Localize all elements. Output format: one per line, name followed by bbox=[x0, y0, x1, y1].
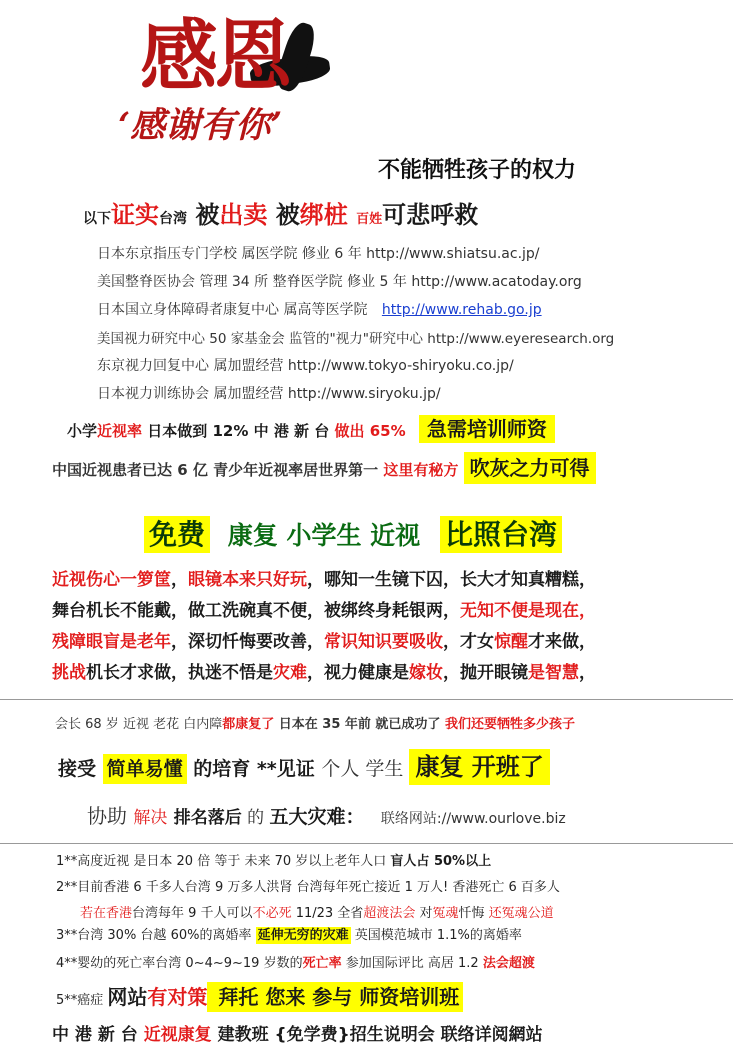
stat-line-1 bbox=[67, 413, 555, 447]
assist-line bbox=[87, 800, 566, 835]
page-title: 不能牺牲孩子的权力 bbox=[378, 158, 577, 183]
item-1 bbox=[56, 850, 491, 869]
stat-part: 做出 65% bbox=[329, 422, 406, 440]
item-2b-line bbox=[80, 902, 554, 921]
text-segment: 近视伤心一箩筐 bbox=[52, 570, 171, 590]
testimony-part: 我们还要牺牲多少孩子 bbox=[444, 717, 575, 732]
text-segment: 机长才求做，执迷不悟是 bbox=[86, 663, 273, 683]
rehab-link[interactable]: http://www.rehab.go.jp bbox=[381, 302, 542, 318]
stat-line-2 bbox=[52, 452, 596, 486]
reference-line: 美国视力研究中心 50 家基金会 监管的"视力"研究中心 http://www.eyeresearch.org bbox=[97, 331, 615, 347]
stat-highlight: 吹灰之力可得 bbox=[464, 452, 596, 484]
assist-part: 解决 bbox=[133, 808, 168, 828]
text-segment: 惊醒 bbox=[494, 632, 528, 652]
logo-main-text: 感恩 bbox=[140, 11, 289, 102]
text-segment: ，视力健康是 bbox=[307, 663, 409, 683]
item-highlight: 延伸无穷的灾难 bbox=[257, 928, 349, 943]
stat-part: 近视率 bbox=[97, 422, 143, 440]
reference-line: 日本东京指压专门学校 属医学院 修业 6 年 http://www.shiatsu.ac.jp/ bbox=[97, 246, 540, 262]
reference-line bbox=[97, 299, 542, 319]
stat-part: 中国近视患者已达 6 亿 青少年近视率居世界第一 bbox=[52, 461, 379, 479]
text-segment: 眼镜本来只好玩 bbox=[188, 570, 307, 590]
item-text: 3**台湾 30% 台越 60%的离婚率 bbox=[56, 928, 256, 943]
headline bbox=[83, 195, 478, 230]
text-segment: 舞台机长不能戴，做工洗碗真不便，被绑终身耗银两， bbox=[52, 601, 460, 621]
item-text: 英国模范城市 1.1%的离婚率 bbox=[350, 928, 522, 943]
text-segment: 是智慧 bbox=[528, 663, 579, 683]
free-banner bbox=[144, 512, 562, 559]
reference-text: 日本国立身体障碍者康复中心 属高等医学院 bbox=[97, 302, 368, 318]
testimony bbox=[55, 713, 575, 732]
item-text: 有对策 bbox=[147, 985, 208, 1009]
text-segment: ，抛开眼镜 bbox=[443, 663, 528, 683]
footer-part: 近视康复 bbox=[143, 1025, 212, 1045]
text-segment: 超渡法会 bbox=[363, 906, 416, 921]
item-text: 5**癌症 bbox=[56, 993, 108, 1008]
text-segment: 灾难 bbox=[273, 663, 307, 683]
text-segment: 才来做， bbox=[528, 632, 596, 652]
item-text: 4**婴幼的死亡率台湾 0~4~9~19 岁数的 bbox=[56, 956, 303, 971]
item-highlight: 拜托 您来 参与 师资培训班 bbox=[207, 982, 463, 1012]
headline-part: 证实 bbox=[111, 201, 159, 229]
item-text: 1**高度近视 是日本 20 倍 等于 未来 70 岁以上老年人口 bbox=[56, 854, 391, 869]
item-2b bbox=[80, 902, 554, 921]
logo-sub-text: ‘感谢有你’ bbox=[118, 105, 283, 146]
accept-line bbox=[58, 748, 550, 788]
stat-part: 日本做到 12% 中 港 新 台 bbox=[142, 422, 330, 440]
headline-part: 百姓 bbox=[356, 212, 383, 227]
item-text: 网站 bbox=[107, 985, 148, 1009]
text-segment: 常识知识要吸收 bbox=[324, 632, 443, 652]
headline-part: 台湾 bbox=[159, 211, 187, 227]
accept-part: 康复 开班了 bbox=[409, 749, 549, 785]
banner-part: 比照台湾 bbox=[440, 516, 562, 553]
text-segment: 对 bbox=[415, 906, 433, 921]
banner-part: 免费 bbox=[144, 516, 210, 553]
reference-line: 东京视力回复中心 属加盟经营 http://www.tokyo-shiryoku.co.jp/ bbox=[97, 358, 514, 374]
text-segment: ，哪知一生镜下囚，长大才知真糟糕， bbox=[307, 570, 596, 590]
testimony-part: 会长 68 岁 近视 老花 白内障 bbox=[55, 717, 223, 732]
text-segment: 不必死 bbox=[252, 906, 292, 921]
item-4 bbox=[56, 952, 535, 971]
text-segment: ，才女 bbox=[443, 632, 494, 652]
item-3 bbox=[56, 926, 522, 946]
assist-part: 五大灾难： bbox=[269, 806, 365, 828]
accept-part: 简单易懂 bbox=[103, 754, 187, 784]
poem-line bbox=[52, 627, 596, 658]
item-text: 盲人占 50%以上 bbox=[390, 854, 492, 869]
testimony-part: 日本在 35 年前 就已成功了 bbox=[274, 717, 445, 732]
poem-line bbox=[52, 596, 596, 627]
stat-highlight: 急需培训师资 bbox=[419, 415, 555, 443]
footer bbox=[52, 1020, 543, 1045]
item-5 bbox=[56, 980, 463, 1018]
headline-part: 以下 bbox=[83, 211, 111, 227]
footer-part: 中 港 新 台 bbox=[52, 1025, 144, 1045]
poem-line bbox=[52, 565, 596, 596]
text-segment: ， bbox=[579, 663, 596, 683]
stat-part: 这里有秘方 bbox=[378, 461, 464, 479]
assist-part: 的 bbox=[241, 808, 270, 828]
poem bbox=[52, 565, 596, 689]
item-text: 参加国际评比 高居 1.2 bbox=[341, 956, 483, 971]
text-segment: 残障眼盲是老年 bbox=[52, 632, 171, 652]
accept-part: 接受 bbox=[58, 758, 103, 780]
text-segment: 冤魂 bbox=[432, 906, 459, 921]
accept-part: 的培育 **见证 bbox=[186, 758, 322, 780]
poem-line bbox=[52, 658, 596, 689]
headline-part: 可悲呼救 bbox=[382, 201, 479, 229]
reference-line: 日本视力训练协会 属加盟经营 http://www.siryoku.jp/ bbox=[97, 386, 441, 402]
text-segment: ， bbox=[171, 570, 188, 590]
footer-part: 建教班 {免学费}招生说明会 联络详阅網站 bbox=[211, 1025, 543, 1045]
assist-part: 协助 bbox=[87, 804, 134, 828]
divider bbox=[0, 699, 733, 700]
headline-part: 绑桩 bbox=[299, 201, 348, 229]
item-2: 2**目前香港 6 千多人台湾 9 万多人洪肾 台湾每年死亡接近 1 万人! 香港死亡 6 百多人 bbox=[56, 880, 560, 895]
website-text: 联络网站://www.ourlove.biz bbox=[380, 811, 566, 827]
accept-part: 个人 学生 bbox=[321, 758, 410, 780]
item-text: 死亡率 bbox=[302, 956, 342, 971]
text-segment: 忏悔 bbox=[458, 906, 489, 921]
banner-part: 康复 小学生 近视 bbox=[227, 521, 421, 550]
item-text: 法会超渡 bbox=[482, 956, 535, 971]
testimony-part: 都康复了 bbox=[222, 717, 275, 732]
headline-part: 出卖 bbox=[219, 201, 268, 229]
text-segment: 若在香港 bbox=[80, 906, 133, 921]
headline-part: 被 bbox=[195, 201, 220, 229]
text-segment: 挑战 bbox=[52, 663, 86, 683]
text-segment: 台湾每年 9 千人可以 bbox=[132, 906, 253, 921]
stat-part: 小学 bbox=[67, 422, 98, 440]
text-segment: 还冤魂公道 bbox=[488, 906, 554, 921]
text-segment: 11/23 全省 bbox=[291, 906, 364, 921]
reference-line: 美国整脊医协会 管理 34 所 整脊医学院 修业 5 年 http://www.acatoday.org bbox=[97, 274, 582, 290]
assist-part: 排名落后 bbox=[173, 808, 242, 828]
text-segment: 无知不便是现在， bbox=[460, 601, 596, 621]
text-segment: ，深切忏悔要改善， bbox=[171, 632, 324, 652]
headline-part: 被 bbox=[275, 201, 300, 229]
divider bbox=[0, 843, 733, 844]
text-segment: 嫁妆 bbox=[409, 663, 443, 683]
